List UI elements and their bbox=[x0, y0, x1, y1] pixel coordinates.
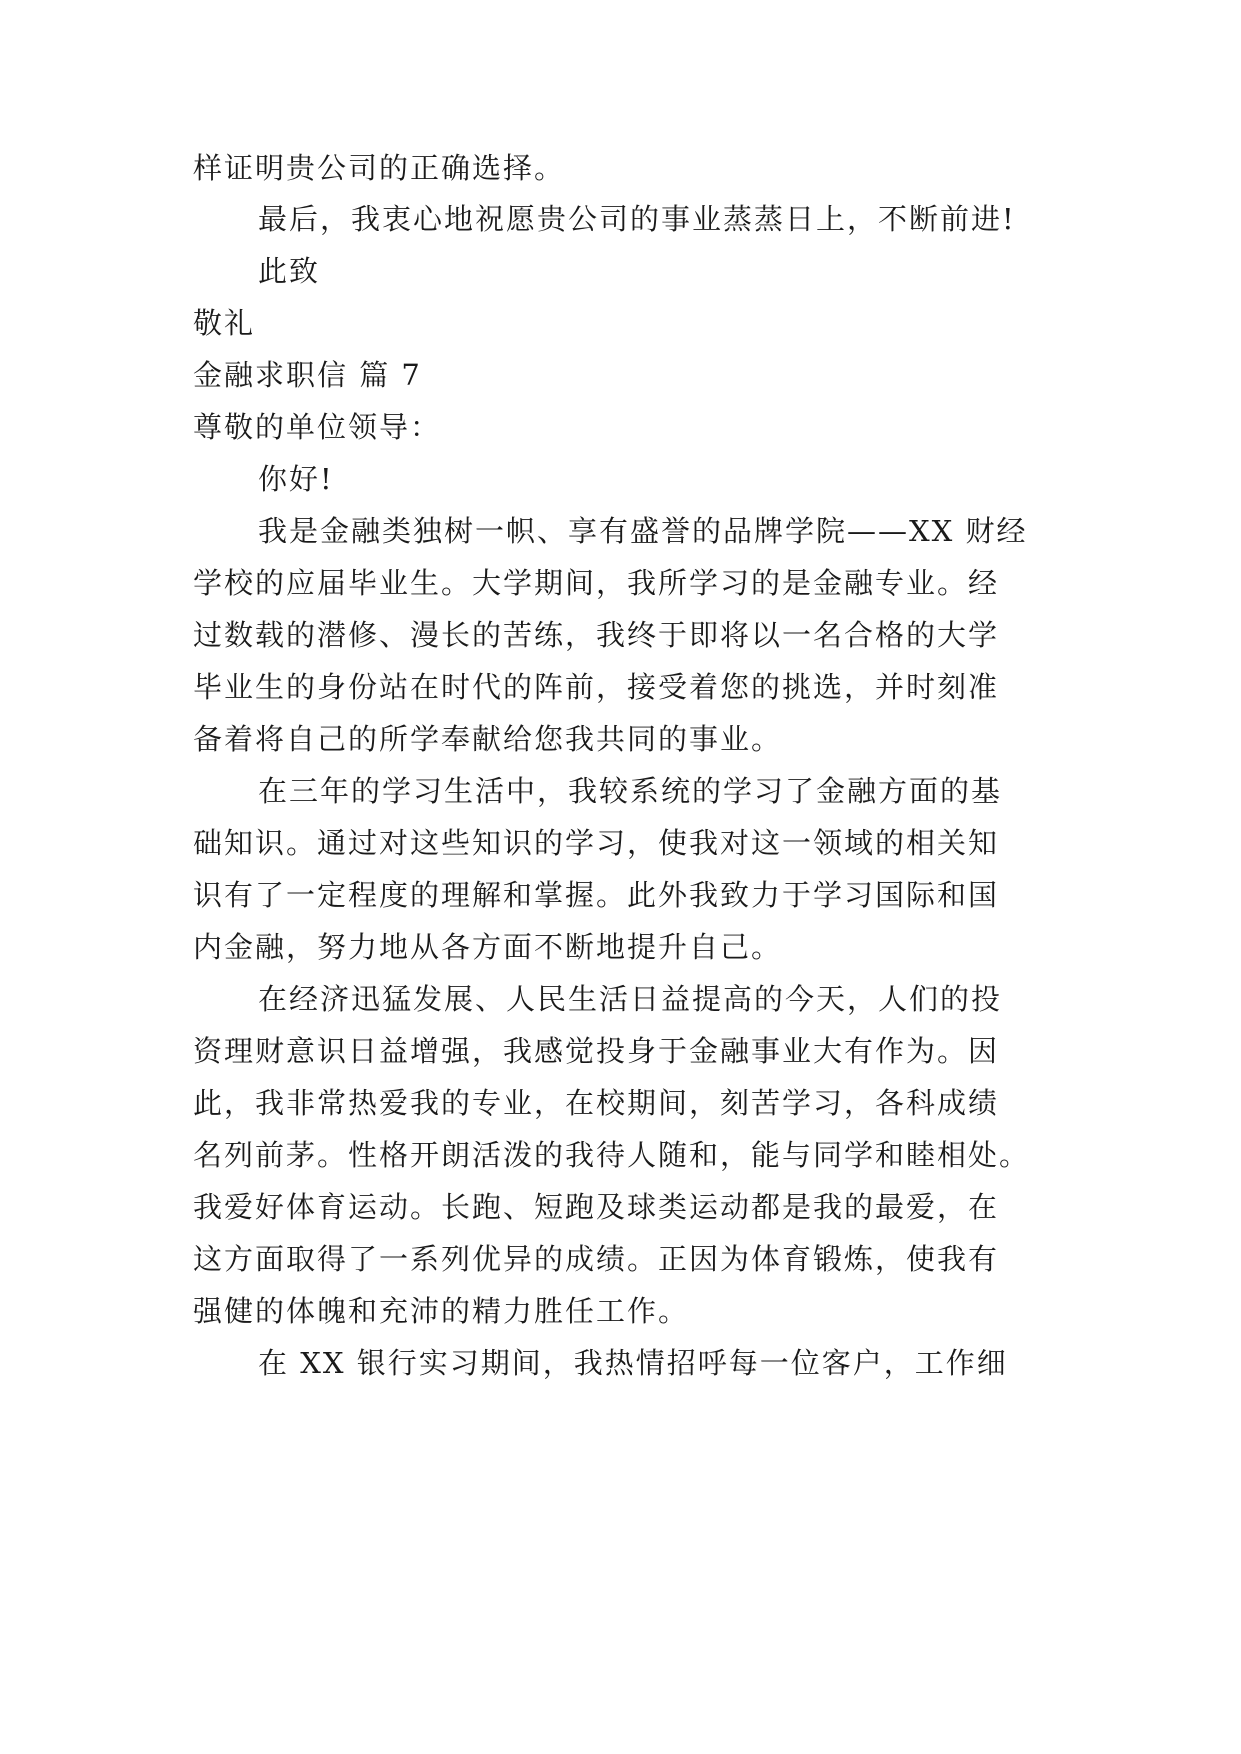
salutation: 尊敬的单位领导： bbox=[193, 410, 442, 444]
text-line: 过数载的潜修、漫长的苦练，我终于即将以一名合格的大学 bbox=[193, 618, 1000, 652]
text-line: 敬礼 bbox=[193, 306, 256, 340]
text-line: 础知识。通过对这些知识的学习，使我对这一领域的相关知 bbox=[193, 826, 1000, 860]
text-line: 我是金融类独树一帜、享有盛誉的品牌学院——XX 财经 bbox=[258, 514, 1028, 548]
text-line: 名列前茅。性格开朗活泼的我待人随和，能与同学和睦相处。 bbox=[193, 1138, 1031, 1172]
text-line: 此，我非常热爱我的专业，在校期间，刻苦学习，各科成绩 bbox=[193, 1086, 1000, 1120]
text-line: 在经济迅猛发展、人民生活日益提高的今天，人们的投 bbox=[258, 982, 1003, 1016]
text-line: 我爱好体育运动。长跑、短跑及球类运动都是我的最爱，在 bbox=[193, 1190, 1000, 1224]
text-line: 备着将自己的所学奉献给您我共同的事业。 bbox=[193, 722, 783, 756]
text-line: 在 XX 银行实习期间，我热情招呼每一位客户，工作细 bbox=[258, 1346, 1008, 1380]
section-heading: 金融求职信 篇 7 bbox=[193, 358, 422, 392]
text-line: 在三年的学习生活中，我较系统的学习了金融方面的基 bbox=[258, 774, 1003, 808]
text-line: 资理财意识日益增强，我感觉投身于金融事业大有作为。因 bbox=[193, 1034, 1000, 1068]
text-line: 内金融，努力地从各方面不断地提升自己。 bbox=[193, 930, 783, 964]
text-line: 学校的应届毕业生。大学期间，我所学习的是金融专业。经 bbox=[193, 566, 1000, 600]
text-line: 样证明贵公司的正确选择。 bbox=[193, 151, 566, 185]
text-line: 强健的体魄和充沛的精力胜任工作。 bbox=[193, 1294, 690, 1328]
text-line: 你好! bbox=[258, 462, 334, 496]
text-line: 毕业生的身份站在时代的阵前，接受着您的挑选，并时刻准 bbox=[193, 670, 1000, 704]
text-line: 这方面取得了一系列优异的成绩。正因为体育锻炼，使我有 bbox=[193, 1242, 1000, 1276]
text-line: 最后，我衷心地祝愿贵公司的事业蒸蒸日上，不断前进! bbox=[258, 202, 1016, 236]
text-line: 识有了一定程度的理解和掌握。此外我致力于学习国际和国 bbox=[193, 878, 1000, 912]
text-line: 此致 bbox=[258, 254, 321, 288]
